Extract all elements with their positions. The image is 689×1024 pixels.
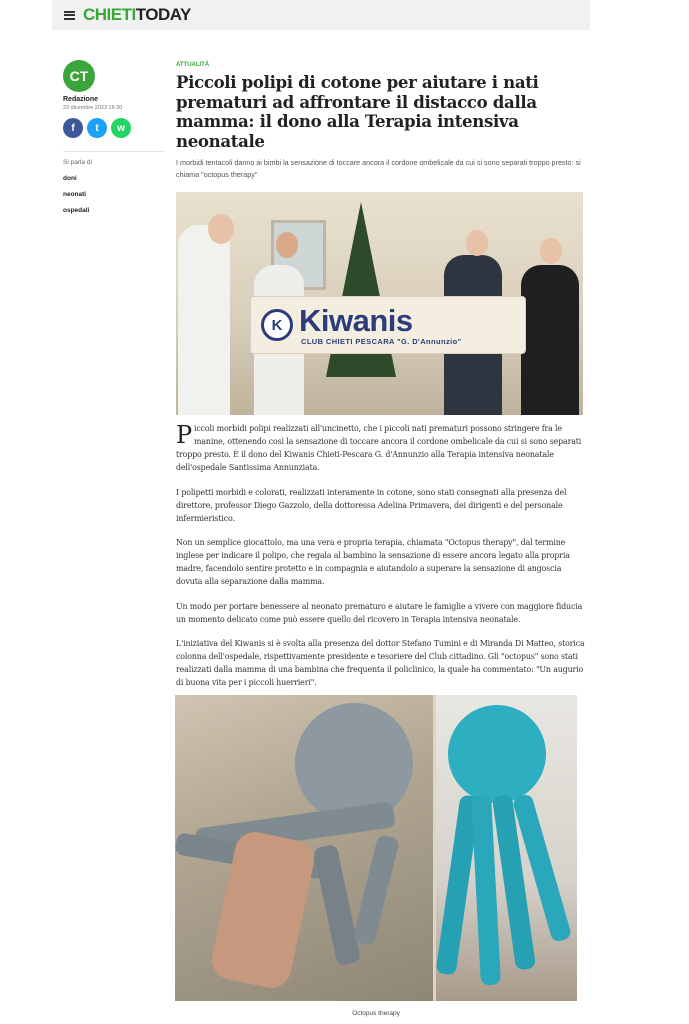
person-head <box>466 230 488 256</box>
article-title: Piccoli polipi di cotone per aiutare i nati prematuri ad affrontare il distacco dalla mamma: il dono alla Terapia intensiva neonatale <box>176 72 539 151</box>
octopus-photo-left <box>175 695 433 1001</box>
grey-octopus-head <box>295 703 413 823</box>
grey-tentacle <box>313 844 361 966</box>
kiwanis-banner <box>250 296 526 354</box>
article-body <box>176 422 586 689</box>
article-subtitle: I morbidi tentacoli danno ai bimbi la sensazione di toccare ancora il cordone ombelicale da cui si sono separati troppo presto: si chiama "octopus therapy" <box>176 158 581 179</box>
publish-date: 23 dicembre 2023 16:30 <box>63 105 123 111</box>
article-sidebar <box>63 60 165 214</box>
person-head <box>540 238 562 264</box>
twitter-share-icon[interactable]: t <box>87 118 107 138</box>
whatsapp-share-icon[interactable]: w <box>111 118 131 138</box>
share-buttons <box>63 118 165 138</box>
person-head <box>208 214 234 244</box>
kiwanis-name: Kiwanis <box>299 302 413 338</box>
paragraph-4: Un modo per portare benessere al neonato prematuro e aiutare le famiglie a vivere con maggiore fiducia un momento delicato come può essere quello del ricovero in Terapia intensiva neonatale. <box>176 601 583 624</box>
paragraph-3: Non un semplice giocattolo, ma una vera e propria terapia, chiamata "Octopus therapy", dal termine inglese per indicare il polipo, che regala al bambino la sensazione di essere ancora legato alla propria madre, facendolo sentire protetto e in compagnia e aiutandolo a superare la sensazione di angoscia dovuta alla separazione dalla mamma. <box>176 538 570 586</box>
sidebar-divider <box>63 151 165 152</box>
topics-label: Si parla di <box>63 159 92 166</box>
paragraph-5: L'iniziativa del Kiwanis si è svolta alla presenza del dottor Stefano Tumini e di Miranda Di Matteo, storica colonna dell'ospedale, rispettivamente presidente e tesoriere del Club cittadino. Gli "octopus" sono stati realizzati dalla mamma di una bambina che frequenta il policlinico, la quale ha commentato: "Un augurio di buona vita per i piccoli huerrieri". <box>176 639 585 687</box>
paragraph-1: Piccoli morbidi polipi realizzati all'uncinetto, che i piccoli nati prematuri possono stringere fra le manine, ottenendo così la sensazione di toccare ancora il cordone ombelicale da cui si sono separati troppo presto. È il dono del Kiwanis Chieti-Pescara G. d'Annunzio alla Terapia intensiva neonatale dell'ospedale Santissima Annunziata. <box>176 421 582 472</box>
octopus-photo-right <box>436 695 577 1001</box>
dropcap: P <box>176 421 192 449</box>
facebook-share-icon[interactable]: f <box>63 118 83 138</box>
person-head <box>276 232 298 258</box>
grey-tentacle <box>352 834 400 946</box>
kiwanis-club: CLUB CHIETI PESCARA "G. D'Annunzio" <box>301 336 462 346</box>
article-main <box>176 62 586 701</box>
author-name[interactable]: Redazione <box>63 96 99 103</box>
menu-icon[interactable] <box>64 11 75 20</box>
photo-caption: Octopus therapy <box>352 1010 400 1017</box>
octopus-photo <box>175 695 577 1001</box>
blue-octopus-head <box>448 705 546 803</box>
author-avatar: CT <box>63 60 95 92</box>
person-woman <box>521 265 579 415</box>
article-category[interactable]: ATTUALITÀ <box>176 62 210 68</box>
person-doctor <box>178 225 230 415</box>
kiwanis-logo-icon: K <box>261 309 293 341</box>
site-header <box>52 0 590 30</box>
tag-ospedali[interactable]: ospedali <box>63 207 90 214</box>
tag-doni[interactable]: doni <box>63 175 77 182</box>
tag-neonati[interactable]: neonati <box>63 191 87 198</box>
paragraph-2: I polipetti morbidi e colorati, realizzati interamente in cotone, sono stati consegnati alla presenza del direttore, professor Diego Gazzolo, della dottoressa Adelina Primavera, dei dirigenti e del personale infermieristico. <box>176 487 567 523</box>
site-logo[interactable]: CHIETITODAY <box>83 5 191 24</box>
hero-photo <box>176 192 583 415</box>
